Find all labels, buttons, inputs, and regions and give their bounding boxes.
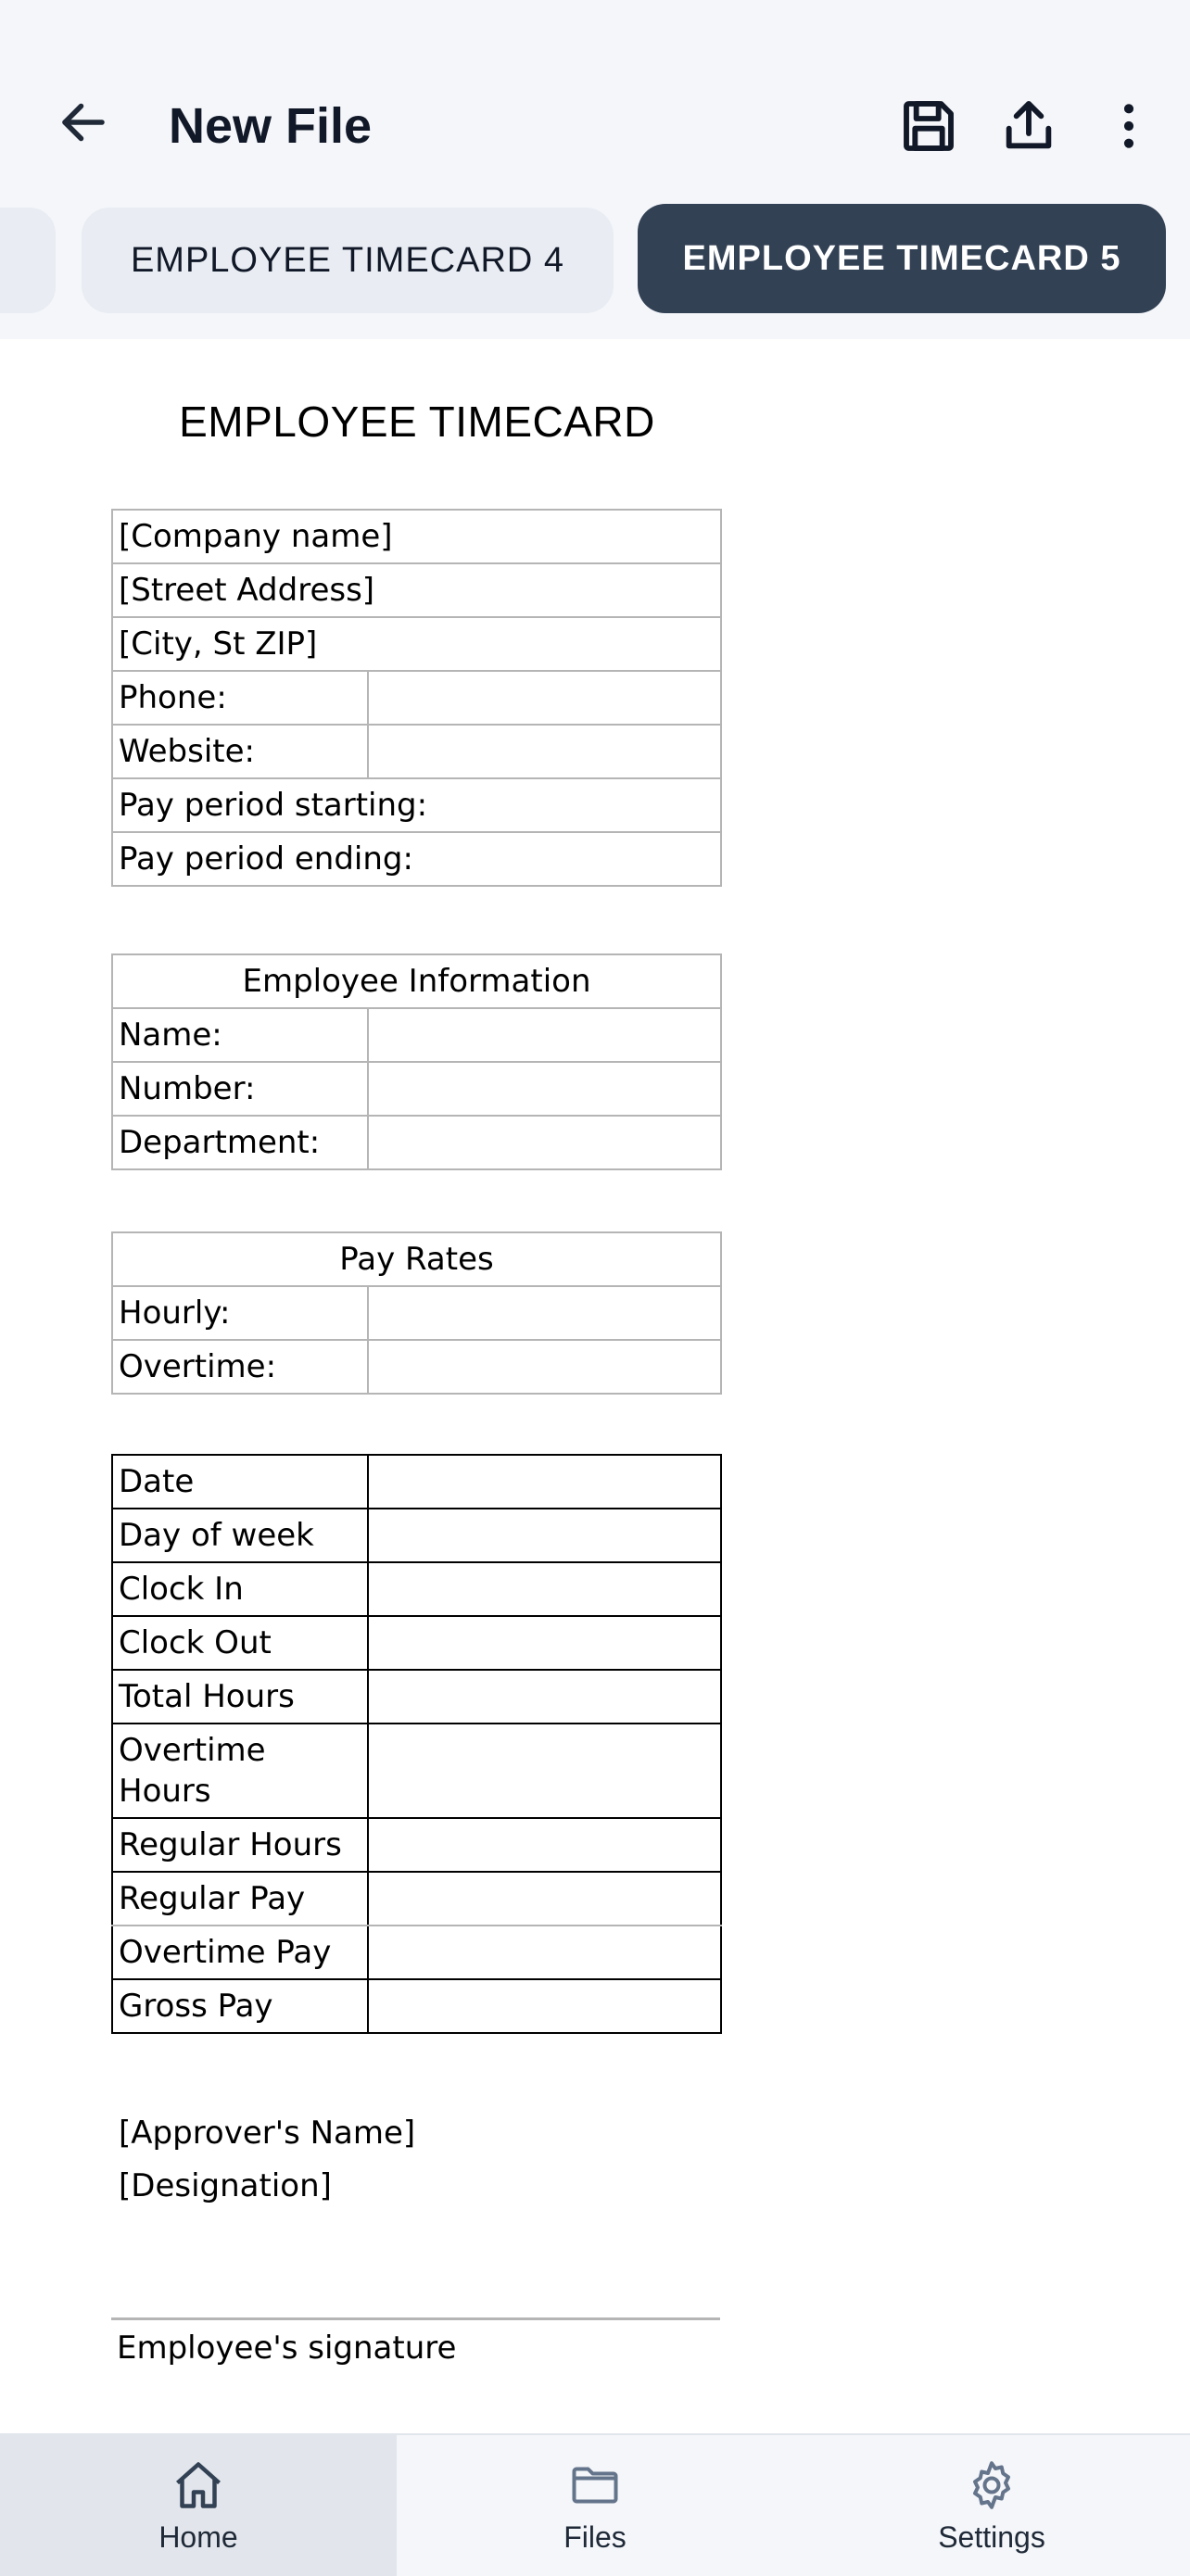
overtime-pay-value-cell[interactable] [368,1926,721,1979]
city-cell[interactable]: [City, St ZIP] [112,617,721,671]
nav-home-label: Home [158,2519,238,2554]
save-icon [899,96,958,156]
total-hours-label: Total Hours [112,1670,368,1724]
hourly-label: Hourly: [112,1286,368,1340]
date-label: Date [112,1455,368,1509]
share-button[interactable] [992,89,1066,163]
gear-icon [964,2457,1019,2513]
approver-name[interactable]: [Approver's Name] [119,2115,416,2152]
day-of-week-value-cell[interactable] [368,1509,721,1562]
more-options-button[interactable] [1092,89,1166,163]
company-name-cell[interactable]: [Company name] [112,510,721,563]
employee-info-table [111,953,722,1170]
overtime-pay-label: Overtime Pay [112,1926,368,1979]
phone-value-cell[interactable] [368,671,721,725]
back-button[interactable] [50,89,117,156]
bottom-navigation [0,2433,1190,2576]
hourly-value-cell[interactable] [368,1286,721,1340]
number-value-cell[interactable] [368,1062,721,1116]
nav-files-label: Files [563,2519,627,2554]
street-address-cell[interactable]: [Street Address] [112,563,721,617]
website-value-cell[interactable] [368,725,721,778]
date-value-cell[interactable] [368,1455,721,1509]
clock-out-label: Clock Out [112,1616,368,1670]
pay-period-end-cell[interactable]: Pay period ending: [112,832,721,886]
gross-pay-value-cell[interactable] [368,1979,721,2033]
employee-info-heading: Employee Information [112,954,721,1008]
arrow-left-icon [56,95,111,150]
regular-pay-value-cell[interactable] [368,1872,721,1926]
tab-employee-timecard-5[interactable]: EMPLOYEE TIMECARD 5 [638,204,1166,313]
pay-period-start-cell[interactable]: Pay period starting: [112,778,721,832]
folder-icon [567,2457,623,2513]
file-tabs [0,202,1190,317]
overtime-hours-label: Overtime Hours [112,1724,368,1818]
gross-pay-label: Gross Pay [112,1979,368,2033]
department-label: Department: [112,1116,368,1169]
document-title: EMPLOYEE TIMECARD [179,398,655,446]
overtime-label: Overtime: [112,1340,368,1394]
hours-table [111,1454,722,2034]
more-vertical-icon [1099,96,1158,156]
phone-label: Phone: [112,671,368,725]
app-bar [0,0,1190,339]
name-value-cell[interactable] [368,1008,721,1062]
day-of-week-label: Day of week [112,1509,368,1562]
pay-rates-table [111,1231,722,1395]
tab-employee-timecard-4[interactable]: EMPLOYEE TIMECARD 4 [82,208,614,313]
home-icon [171,2457,226,2513]
clock-in-value-cell[interactable] [368,1562,721,1616]
share-icon [999,96,1058,156]
designation[interactable]: [Designation] [119,2167,332,2204]
nav-settings[interactable] [793,2435,1190,2576]
name-label: Name: [112,1008,368,1062]
overtime-hours-value-cell[interactable] [368,1724,721,1818]
regular-hours-label: Regular Hours [112,1818,368,1872]
total-hours-value-cell[interactable] [368,1670,721,1724]
clock-out-value-cell[interactable] [368,1616,721,1670]
nav-files[interactable] [397,2435,793,2576]
pay-rates-heading: Pay Rates [112,1232,721,1286]
regular-hours-value-cell[interactable] [368,1818,721,1872]
number-label: Number: [112,1062,368,1116]
website-label: Website: [112,725,368,778]
nav-home[interactable] [0,2435,397,2576]
department-value-cell[interactable] [368,1116,721,1169]
save-button[interactable] [892,89,966,163]
nav-settings-label: Settings [938,2519,1045,2554]
clock-in-label: Clock In [112,1562,368,1616]
company-table [111,509,722,887]
overtime-value-cell[interactable] [368,1340,721,1394]
signature-line [111,2317,720,2320]
page-title: New File [169,98,373,154]
signature-label: Employee's signature [117,2330,457,2367]
tab-partial-previous[interactable] [0,208,56,313]
regular-pay-label: Regular Pay [112,1872,368,1926]
